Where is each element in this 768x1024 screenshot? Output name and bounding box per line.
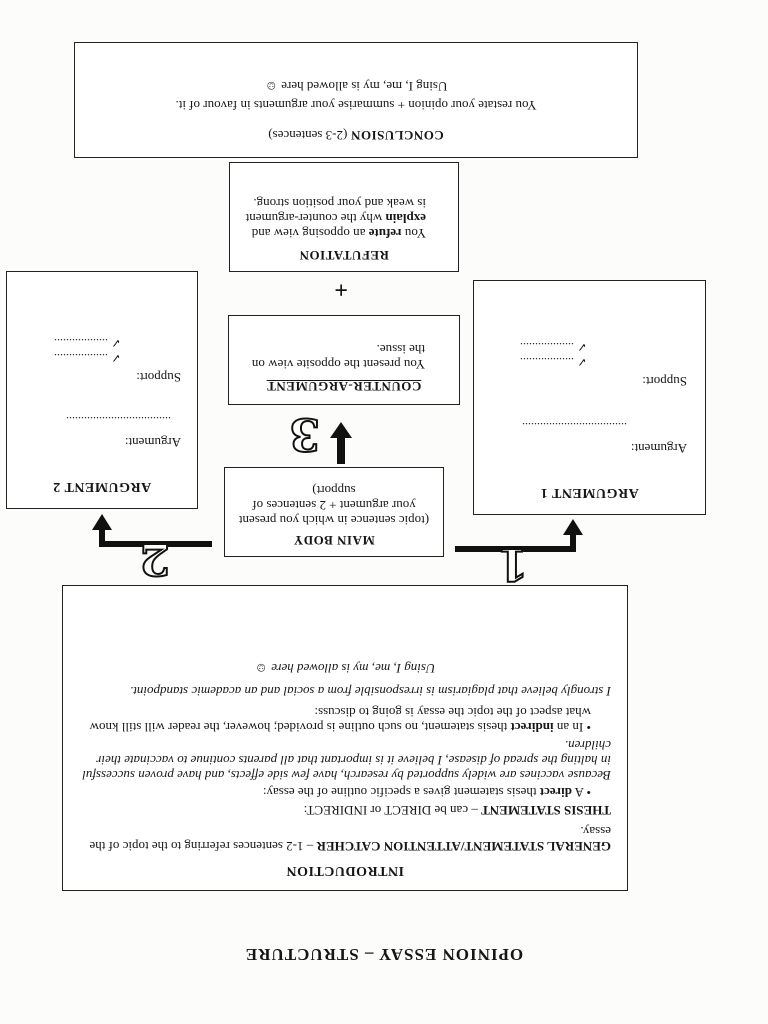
counter-text: You present the opposite view on the issue. — [251, 342, 425, 372]
step-number-2: 2 — [139, 533, 170, 584]
argument-2-support-line-2 — [23, 335, 121, 350]
refutation-heading: REFUTATION — [299, 248, 389, 263]
counter-argument-box — [228, 315, 460, 405]
argument-2-dots: ................................... — [66, 414, 171, 428]
thesis-text: – can be DIRECT or INDIRECT: — [303, 803, 482, 818]
indirect-example: I strongly believe that plagiarism is irresponsible from a social and an academic standpoint. — [130, 684, 611, 699]
plus-sign: + — [334, 276, 348, 302]
conclusion-heading: CONCLUSION — [350, 128, 444, 143]
indirect-post: thesis statement, no such outline is provided; however, the reader will still know what aspect of the topic the essay is going to discuss: — [89, 705, 591, 735]
argument-1-heading: ARGUMENT 1 — [540, 485, 639, 500]
refutation-pre: You — [401, 226, 426, 241]
main-body-box — [224, 467, 444, 557]
thesis-statement — [79, 803, 611, 818]
step-number-1: 1 — [497, 538, 528, 589]
refutation-box — [229, 162, 459, 272]
step-number-3: 3 — [289, 408, 320, 459]
direct-example: Because vaccines are widely supported by research, have few side effects, and have proven successful in halting the spread of disease, I believe it is important that all parents continue to vaccinate their children. — [82, 738, 611, 783]
direct-pre: A — [571, 785, 584, 800]
arrow-head-2 — [92, 514, 112, 530]
explain-word: explain — [385, 211, 426, 226]
main-body-heading: MAIN BODY — [293, 533, 375, 548]
check-icon: ✓ — [576, 355, 587, 369]
general-label: GENERAL STATEMENT/ATTENTION CATCHER — [316, 839, 611, 854]
argument-2-heading: ARGUMENT 2 — [52, 479, 152, 494]
refutation-post: why the counter-argument is weak and your position strong. — [245, 196, 426, 226]
indirect-bullet: • In an indirect thesis statement, no such outline is provided; however, the reader will still know what aspect of the topic the essay is going to discuss: — [89, 705, 591, 735]
general-text: – 1-2 sentences referring to the topic of the essay. — [89, 824, 611, 854]
argument-1-support-label: Support: — [642, 374, 687, 389]
argument-2-support-line-1 — [23, 350, 121, 365]
check-icon: ✓ — [110, 336, 121, 350]
direct-post: thesis statement gives a specific outline of the essay: — [262, 785, 540, 800]
intro-pronoun-note: Using I, me, my is allowed here ☺ — [254, 661, 436, 676]
main-body-text: (topic sentence in which you present your argument + 2 sentences of support) — [238, 483, 430, 528]
indirect-word: indirect — [510, 720, 554, 735]
conclusion-heading-line — [95, 127, 617, 143]
arrow-line-2-vertical — [99, 529, 105, 547]
argument-1-support-line-2 — [492, 339, 587, 354]
arrow-head-1 — [563, 519, 583, 535]
argument-1-label: Argument: — [630, 441, 687, 456]
refutation-mid: an opposing view and — [251, 226, 369, 241]
support-dots: .................. — [519, 340, 574, 354]
arrow-line-3 — [337, 436, 345, 464]
refute-word: refute — [368, 226, 402, 241]
page-title: OPINION ESSAY – STRUCTURE — [244, 945, 524, 964]
counter-heading: COUNTER-ARGUMENT — [266, 379, 422, 394]
indirect-pre: In an — [553, 720, 584, 735]
check-icon: ✓ — [576, 340, 587, 354]
refutation-text — [244, 196, 444, 241]
argument-1-support-line-1 — [492, 354, 587, 369]
argument-2-label: Argument: — [124, 435, 181, 450]
introduction-box — [62, 585, 628, 891]
arrow-head-3 — [330, 422, 352, 438]
conclusion-pronoun-note: Using I, me, my is allowed here ☺ — [264, 79, 448, 94]
argument-1-dots: ................................... — [522, 420, 627, 434]
conclusion-text: You restate your opinion + summarise your arguments in favour of it. — [175, 98, 537, 113]
arrow-line-1-vertical — [570, 534, 576, 552]
argument-2-box — [6, 271, 198, 509]
argument-2-support-label: Support: — [136, 370, 181, 385]
thesis-label: THESIS STATEMENT — [481, 803, 611, 818]
conclusion-sub: (2-3 sentences) — [268, 128, 351, 143]
introduction-heading: INTRODUCTION — [286, 863, 405, 878]
argument-1-box — [473, 280, 706, 515]
direct-word: direct — [539, 785, 572, 800]
support-dots: .................. — [53, 336, 108, 350]
support-dots: .................. — [519, 355, 574, 369]
check-icon: ✓ — [110, 351, 121, 365]
direct-bullet: • A direct thesis statement gives a specific outline of the essay: — [262, 785, 591, 800]
support-dots: .................. — [53, 351, 108, 365]
general-statement — [79, 824, 611, 854]
conclusion-box — [74, 42, 638, 158]
